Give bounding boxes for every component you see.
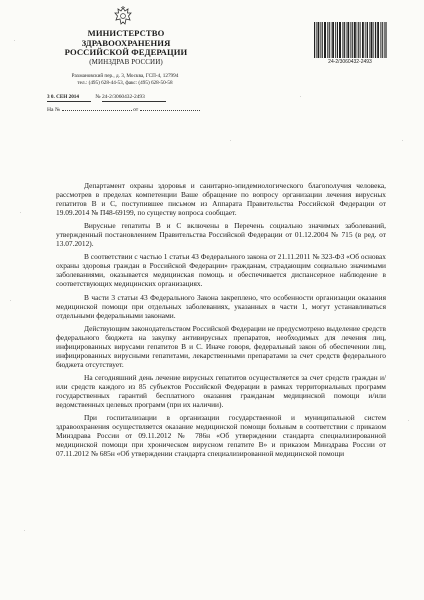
- scan-speck: [408, 420, 409, 421]
- paragraph-7: При госпитализации в организации государственной и муниципальной систем здравоохранения осуществляется оказание медицинской помощи больным в соответствии с приказом Минздрава России от 09.11.2012 № 786н «Об утверждении стандарта специализированной медицинской помощи при хроническом вирусном гепатите В» и приказом Минздрава России от 07.11.2012 № 685н «Об утверждении стандарта специализированной медицинской помощи: [56, 413, 386, 459]
- reference-number-blank: [62, 110, 132, 111]
- reference-from-label: от: [133, 107, 139, 113]
- scan-speck: [10, 300, 11, 301]
- paragraph-2: Вирусные гепатиты В и С включены в Перечень социально значимых заболеваний, утвержденный постановлением Правительства Российской Федерации от 01.12.2004 № 715 (в ред. от 13.07.2012).: [56, 221, 386, 249]
- document-barcode: [313, 22, 387, 58]
- address-line: Рахмановский пер., д. 3, Москва, ГСП-4, 127994: [71, 73, 179, 79]
- ministry-line-1: МИНИСТЕРСТВО: [87, 28, 165, 38]
- paragraph-6: На сегодняшний день лечение вирусных гепатитов осуществляется за счет средств граждан и/или средств каждого из 85 субъектов Российской Федерации в рамках территориальных программ государственных гарантий бесплатного оказания гражданам медицинской помощи и/или ведомственных целевых программ (при их наличии).: [56, 372, 386, 410]
- paragraph-3: В соответствии с частью 1 статьи 43 Федерального закона от 21.11.2011 № 323-ФЗ «Об основах охраны здоровья граждан в Российской Федерации» гражданам, страдающим социально значимыми заболеваниями, оказывается медицинская помощь и обеспечивается диспансерное наблюдение в соответствующих медицинских организациях.: [56, 252, 386, 289]
- outgoing-date-number: [47, 94, 166, 102]
- ministry-line-3: РОССИЙСКОЙ ФЕДЕРАЦИИ: [64, 47, 188, 58]
- scan-speck: [300, 96, 301, 97]
- phone-fax-line: тел.: (495) 628-44-53, факс: (495) 628-50-58: [77, 79, 173, 86]
- scan-speck: [402, 140, 403, 141]
- reference-line: [47, 107, 200, 113]
- barcode-number: 24-2/3060432-2493: [328, 59, 372, 65]
- coat-of-arms-icon: [112, 6, 134, 28]
- scan-speck: [230, 140, 231, 141]
- letter-date: 3 0. СЕН 2014: [47, 94, 91, 102]
- ministry-name: [56, 29, 196, 67]
- ministry-address: [50, 73, 200, 86]
- ministry-short-name: (МИНЗДРАВ РОССИИ): [89, 57, 163, 66]
- scan-speck: [14, 40, 15, 41]
- paragraph-5: Действующим законодательством Российской Федерации не предусмотрено выделение средств федерального бюджета на закупку антивирусных препаратов, необходимых для лечения лиц, инфицированных вирусами гепатитов В и С. Иначе говоря, федеральный закон об обеспечении лиц, инфицированных вирусными гепатитами, лекарственными препаратами за счет средств федерального бюджета отсутствует.: [56, 323, 386, 369]
- paragraph-1: Департамент охраны здоровья и санитарно-эпидемиологического благополучия человека, рассмотрев в пределах компетенции Ваше обращение по вопросу организации лечения вирусных гепатитов В и С, поступившее письмом из Аппарата Правительства Российской Федерации от 19.09.2014 № П48-69199, по существу вопроса сообщает.: [56, 181, 386, 218]
- reference-date-blank: [140, 110, 200, 111]
- scan-speck: [24, 530, 25, 531]
- number-label: №: [95, 94, 101, 100]
- letter-number: 24-2/3060432-2493: [102, 94, 166, 102]
- letter-body: [56, 181, 386, 460]
- paragraph-4: В части 3 статьи 43 Федерального Закона закреплено, что особенности организации оказания медицинской помощи при отдельных заболеваниях, указанных в части 1, могут устанавливаться отдельными федеральными законами.: [56, 292, 386, 320]
- ministry-line-2: ЗДРАВООХРАНЕНИЯ: [81, 37, 171, 48]
- reference-label: На №: [47, 107, 61, 113]
- scan-speck: [20, 212, 21, 213]
